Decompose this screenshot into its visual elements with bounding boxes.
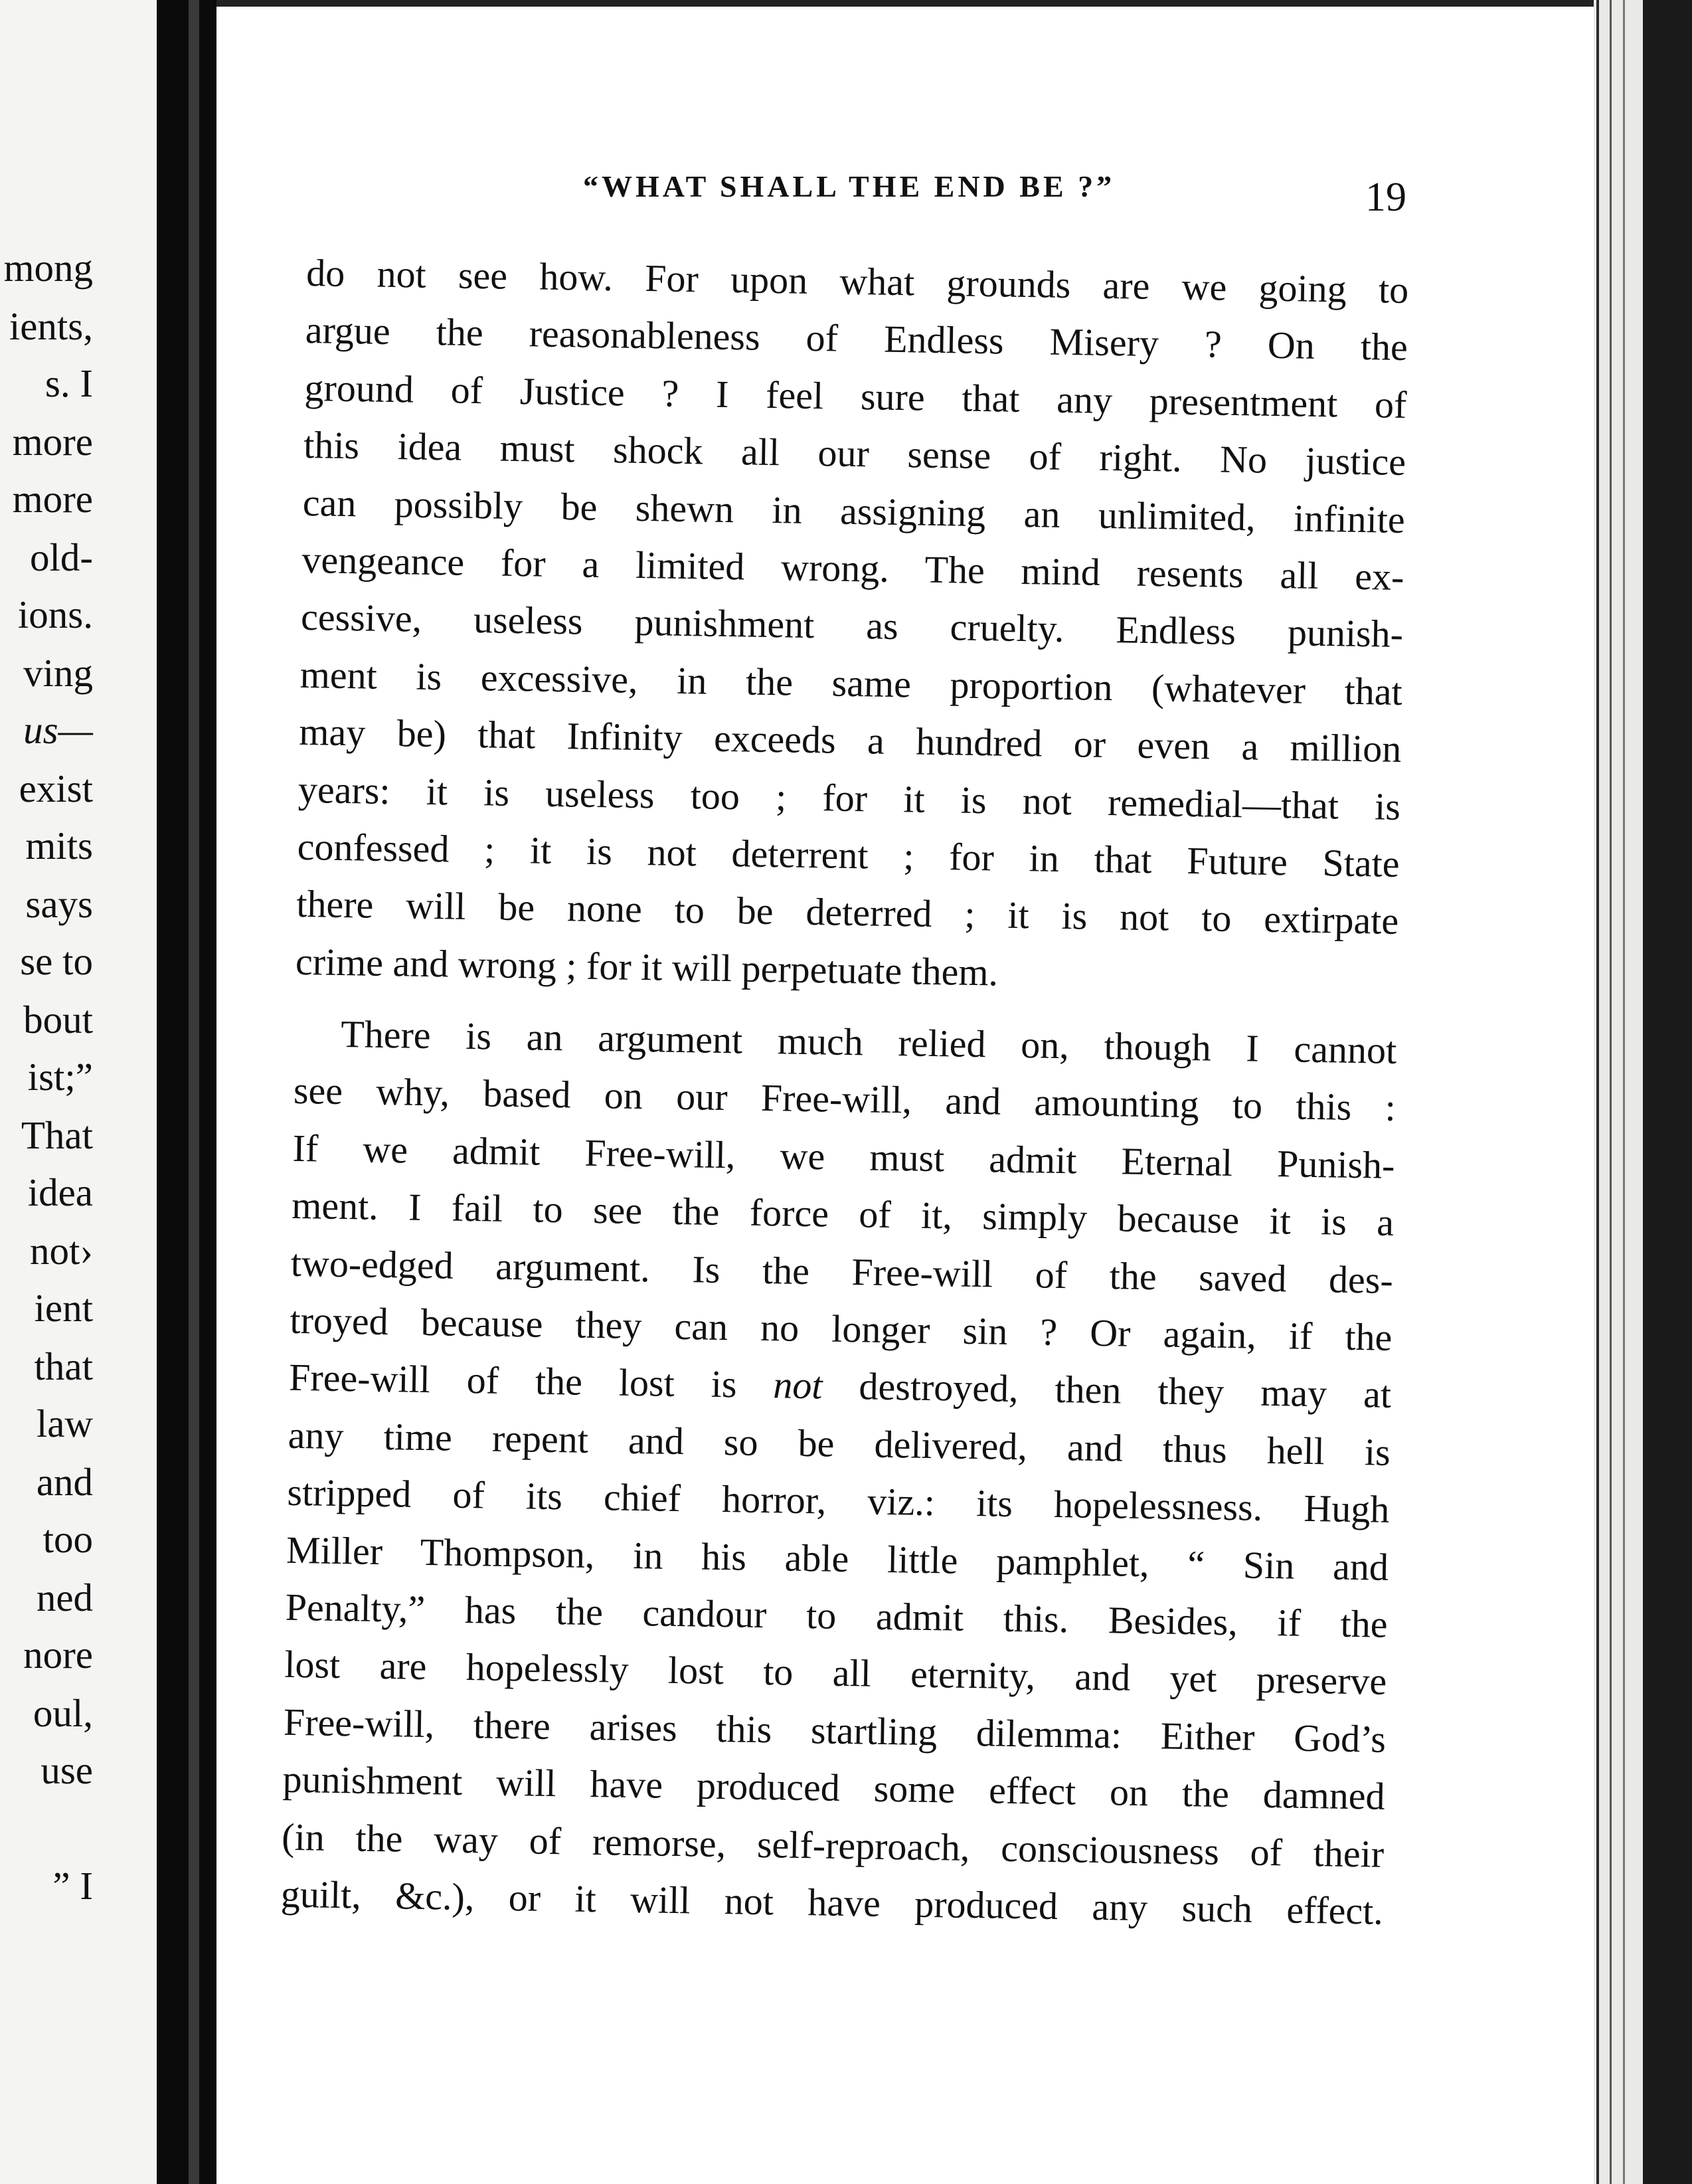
facing-line: law: [36, 1402, 93, 1445]
text-line: troyed because they can no longer sin ? Or again, if the: [290, 1298, 1393, 1359]
facing-line: more: [12, 477, 93, 521]
facing-line: s. I: [44, 361, 93, 405]
facing-line: ving: [23, 651, 93, 695]
facing-line: not›: [29, 1229, 93, 1273]
text-line: ment. I fail to see the force of it, simply because it is a: [291, 1184, 1395, 1245]
text-line: crime and wrong ; for it will perpetuate them.: [295, 939, 999, 994]
book-gutter: [157, 0, 216, 2184]
text-line: any time repent and so be delivered, and thus hell is: [288, 1413, 1391, 1474]
facing-line: bout: [23, 998, 93, 1042]
page-edge-line: [1623, 0, 1625, 2184]
page-number: 19: [1365, 175, 1406, 220]
facing-line: oul,: [33, 1691, 93, 1735]
text-line: If we admit Free-will, we must admit Eternal Punish-: [292, 1126, 1395, 1187]
facing-line: more: [12, 420, 93, 464]
text-line: see why, based on our Free-will, and amounting to this :: [293, 1069, 1396, 1130]
book-cover-edge: [1643, 0, 1692, 2184]
text-line: (in the way of remorse, self-reproach, consciousness of their: [281, 1815, 1385, 1876]
text-line: Miller Thompson, in his able little pamphlet, “ Sin and: [286, 1528, 1389, 1589]
text-line: years: it is useless too ; for it is not remedial—that is: [297, 767, 1401, 828]
text-line: Penalty,” has the candour to admit this. Besides, if the: [285, 1585, 1389, 1646]
text-line: Free-will, there arises this startling dilemma: Either God’s: [283, 1700, 1387, 1761]
facing-line: that: [34, 1344, 93, 1388]
body-text: [280, 244, 1408, 1940]
facing-line: That: [21, 1113, 93, 1157]
gutter-fold: [189, 0, 199, 2184]
text-line: confessed ; it is not deterrent ; for in that Future State: [297, 824, 1400, 885]
text-line: ment is excessive, in the same proportion (whatever that: [299, 652, 1403, 713]
text-line: can possibly be shewn in assigning an unlimited, infinite: [302, 480, 1406, 541]
facing-line: says: [25, 882, 93, 926]
text-line: argue the reasonableness of Endless Misery ? On the: [305, 308, 1408, 369]
text-line: do not see how. For upon what grounds are we going to: [305, 250, 1409, 312]
facing-line: and: [36, 1460, 93, 1504]
facing-line: ions.: [17, 592, 93, 636]
facing-line: se to: [20, 939, 93, 983]
facing-line: ist;”: [27, 1055, 93, 1099]
text-line: this idea must shock all our sense of right. No justice: [303, 423, 1406, 484]
facing-page-fragment: [0, 0, 157, 2184]
text-line: lost are hopelessly lost to all eternity, and yet preserve: [284, 1643, 1387, 1704]
text-line: may be) that Infinity exceeds a hundred or even a million: [298, 710, 1402, 771]
text-line: there will be none to be deterred ; it is not to extirpate: [296, 882, 1399, 943]
facing-line: mong: [3, 246, 93, 290]
facing-line: ned: [36, 1576, 93, 1619]
page-edge-line: [1610, 0, 1612, 2184]
facing-line: too: [42, 1517, 93, 1561]
text-line: There is an argument much relied on, though I cannot: [340, 1012, 1397, 1073]
facing-line: ients,: [9, 304, 93, 348]
italic-word: not: [772, 1363, 823, 1408]
facing-line: use: [41, 1748, 93, 1792]
text-line: two-edged argument. Is the Free-will of the saved des-: [290, 1241, 1394, 1302]
text-segment: destroyed, then they may at: [822, 1364, 1392, 1417]
running-head: “WHAT SHALL THE END BE ?”: [583, 169, 1116, 203]
facing-line: mits: [25, 824, 93, 867]
facing-line: ” I: [52, 1864, 93, 1908]
text-line: guilt, &c.), or it will not have produced any such effect.: [280, 1872, 1384, 1933]
text-line: vengeance for a limited wrong. The mind resents all ex-: [301, 537, 1404, 598]
text-line: ground of Justice ? I feel sure that any presentment of: [304, 365, 1407, 426]
page-top-edge: [216, 0, 1692, 7]
facing-line: nore: [23, 1633, 93, 1677]
facing-line: idea: [27, 1170, 93, 1214]
facing-line: us—: [23, 708, 93, 752]
page-edge-line: [1596, 0, 1599, 2184]
text-line: stripped of its chief horror, viz.: its hopelessness. Hugh: [286, 1470, 1390, 1532]
facing-line: old-: [29, 535, 93, 579]
facing-line: ient: [34, 1286, 93, 1330]
facing-line: exist: [19, 767, 93, 810]
text-segment: Free-will of the lost is: [288, 1356, 774, 1407]
text-line: cessive, useless punishment as cruelty. Endless punish-: [300, 595, 1404, 656]
text-line: punishment will have produced some effect on the damned: [282, 1757, 1386, 1818]
